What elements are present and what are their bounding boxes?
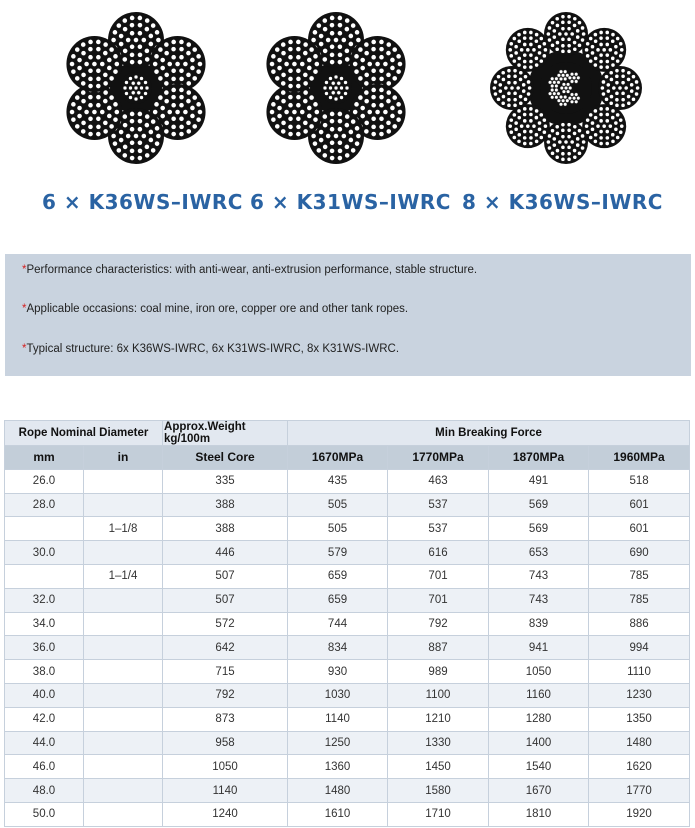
- table-cell: 1100: [388, 683, 489, 707]
- rope-diagrams: [0, 0, 695, 230]
- table-cell: 491: [489, 469, 589, 493]
- table-row: [5, 660, 690, 684]
- table-cell: 1280: [489, 707, 589, 731]
- header-in: in: [84, 446, 163, 470]
- table-cell: [84, 707, 163, 731]
- table-cell: 785: [589, 588, 690, 612]
- table-cell: 44.0: [5, 731, 84, 755]
- table-row: [5, 541, 690, 565]
- table-cell: 601: [589, 517, 690, 541]
- table-cell: 941: [489, 636, 589, 660]
- table-cell: 785: [589, 564, 690, 588]
- table-cell: [84, 779, 163, 803]
- table-cell: 48.0: [5, 779, 84, 803]
- table-cell: 1580: [388, 779, 489, 803]
- table-cell: 1620: [589, 755, 690, 779]
- product-title: 6 × K31WS–IWRC: [250, 190, 451, 214]
- table-cell: [5, 517, 84, 541]
- table-cell: 1480: [288, 779, 388, 803]
- table-cell: 994: [589, 636, 690, 660]
- table-cell: 1350: [589, 707, 690, 731]
- table-cell: [84, 683, 163, 707]
- table-cell: 873: [163, 707, 288, 731]
- table-cell: 792: [388, 612, 489, 636]
- header-1670mpa: 1670MPa: [288, 446, 388, 470]
- table-cell: 701: [388, 564, 489, 588]
- table-row: [5, 493, 690, 517]
- note-performance: *Performance characteristics: with anti-wear, anti-extrusion performance, stable structure.: [22, 264, 478, 276]
- table-header-row: [5, 421, 690, 446]
- table-cell: 1–1/8: [84, 517, 163, 541]
- table-cell: 701: [388, 588, 489, 612]
- table-cell: 1–1/4: [84, 564, 163, 588]
- table-cell: 690: [589, 541, 690, 565]
- table-cell: 28.0: [5, 493, 84, 517]
- table-cell: 518: [589, 469, 690, 493]
- table-cell: 507: [163, 588, 288, 612]
- table-cell: 834: [288, 636, 388, 660]
- header-steel-core: Steel Core: [163, 446, 288, 470]
- table-cell: [84, 588, 163, 612]
- table-cell: 537: [388, 517, 489, 541]
- table-cell: 30.0: [5, 541, 84, 565]
- product-title: 8 × K36WS–IWRC: [462, 190, 663, 214]
- table-cell: 388: [163, 493, 288, 517]
- table-cell: 1810: [489, 802, 589, 826]
- table-cell: 505: [288, 493, 388, 517]
- table-cell: 579: [288, 541, 388, 565]
- table-cell: 930: [288, 660, 388, 684]
- table-cell: 1710: [388, 802, 489, 826]
- wire-rope-cross-section-icon: [56, 8, 216, 168]
- table-row: [5, 731, 690, 755]
- header-1960mpa: 1960MPa: [589, 446, 690, 470]
- table-row: [5, 469, 690, 493]
- table-cell: 569: [489, 493, 589, 517]
- header-weight: Approx.Weight kg/100m: [163, 421, 288, 446]
- table-cell: 1210: [388, 707, 489, 731]
- table-cell: 335: [163, 469, 288, 493]
- table-cell: 1610: [288, 802, 388, 826]
- table-cell: 1770: [589, 779, 690, 803]
- table-row: [5, 802, 690, 826]
- table-cell: 1230: [589, 683, 690, 707]
- table-cell: 572: [163, 612, 288, 636]
- table-cell: 1450: [388, 755, 489, 779]
- table-cell: [84, 493, 163, 517]
- table-cell: 792: [163, 683, 288, 707]
- header-breaking-force: Min Breaking Force: [288, 421, 690, 446]
- table-row: [5, 636, 690, 660]
- table-cell: 1540: [489, 755, 589, 779]
- wire-rope-cross-section-icon: [486, 8, 646, 168]
- table-cell: 1480: [589, 731, 690, 755]
- table-cell: 744: [288, 612, 388, 636]
- table-cell: 36.0: [5, 636, 84, 660]
- table-cell: 989: [388, 660, 489, 684]
- table-cell: 1140: [288, 707, 388, 731]
- table-row: [5, 707, 690, 731]
- wire-rope-cross-section-icon: [256, 8, 416, 168]
- table-cell: 1330: [388, 731, 489, 755]
- table-cell: 463: [388, 469, 489, 493]
- table-cell: 34.0: [5, 612, 84, 636]
- table-cell: 537: [388, 493, 489, 517]
- table-row: [5, 683, 690, 707]
- table-cell: 50.0: [5, 802, 84, 826]
- table-row: [5, 517, 690, 541]
- table-cell: 38.0: [5, 660, 84, 684]
- table-cell: [84, 541, 163, 565]
- product-title: 6 × K36WS–IWRC: [42, 190, 243, 214]
- table-cell: 1140: [163, 779, 288, 803]
- table-cell: 32.0: [5, 588, 84, 612]
- table-row: [5, 564, 690, 588]
- header-1870mpa: 1870MPa: [489, 446, 589, 470]
- table-cell: 659: [288, 588, 388, 612]
- table-subheader-row: [5, 446, 690, 470]
- table-row: [5, 755, 690, 779]
- table-cell: [84, 612, 163, 636]
- table-cell: 1360: [288, 755, 388, 779]
- header-1770mpa: 1770MPa: [388, 446, 489, 470]
- table-cell: 435: [288, 469, 388, 493]
- table-cell: 887: [388, 636, 489, 660]
- note-applications: *Applicable occasions: coal mine, iron ore, copper ore and other tank ropes.: [22, 303, 409, 315]
- table-cell: 505: [288, 517, 388, 541]
- table-cell: [84, 469, 163, 493]
- table-cell: 388: [163, 517, 288, 541]
- table-cell: 446: [163, 541, 288, 565]
- table-cell: [84, 636, 163, 660]
- table-cell: [5, 564, 84, 588]
- note-structure: *Typical structure: 6x K36WS-IWRC, 6x K31WS-IWRC, 8x K31WS-IWRC.: [22, 343, 400, 355]
- table-cell: 1160: [489, 683, 589, 707]
- table-cell: 40.0: [5, 683, 84, 707]
- table-cell: 886: [589, 612, 690, 636]
- table-cell: [84, 731, 163, 755]
- table-cell: 1670: [489, 779, 589, 803]
- table-cell: 569: [489, 517, 589, 541]
- table-row: [5, 779, 690, 803]
- table-cell: 507: [163, 564, 288, 588]
- table-cell: [84, 755, 163, 779]
- table-cell: 26.0: [5, 469, 84, 493]
- table-cell: 1250: [288, 731, 388, 755]
- table-cell: 958: [163, 731, 288, 755]
- table-cell: 601: [589, 493, 690, 517]
- table-cell: [84, 660, 163, 684]
- table-cell: 715: [163, 660, 288, 684]
- table-cell: 1050: [489, 660, 589, 684]
- table-cell: 616: [388, 541, 489, 565]
- table-cell: 42.0: [5, 707, 84, 731]
- table-cell: 653: [489, 541, 589, 565]
- spec-table: [4, 420, 690, 827]
- table-cell: 659: [288, 564, 388, 588]
- table-cell: 1030: [288, 683, 388, 707]
- table-cell: 642: [163, 636, 288, 660]
- table-cell: 1920: [589, 802, 690, 826]
- header-mm: mm: [5, 446, 84, 470]
- table-cell: [84, 802, 163, 826]
- table-row: [5, 612, 690, 636]
- table-cell: 839: [489, 612, 589, 636]
- header-diameter: Rope Nominal Diameter: [5, 421, 163, 446]
- table-cell: 1400: [489, 731, 589, 755]
- table-cell: 1110: [589, 660, 690, 684]
- table-cell: 1240: [163, 802, 288, 826]
- table-cell: 1050: [163, 755, 288, 779]
- info-panel: [5, 254, 691, 376]
- table-row: [5, 588, 690, 612]
- table-cell: 743: [489, 588, 589, 612]
- table-cell: 46.0: [5, 755, 84, 779]
- table-cell: 743: [489, 564, 589, 588]
